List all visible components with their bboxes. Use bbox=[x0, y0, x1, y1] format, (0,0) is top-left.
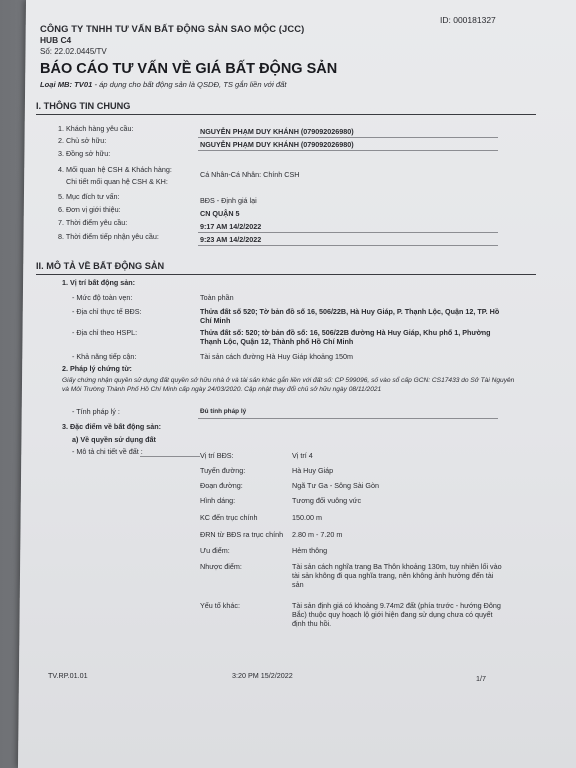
field-label: 4. Mối quan hệ CSH & Khách hàng: bbox=[58, 165, 172, 174]
detail-value: 2.80 m - 7.20 m bbox=[292, 530, 343, 539]
document-id: ID: 000181327 bbox=[440, 15, 496, 25]
field-value: CN QUẬN 5 bbox=[200, 209, 240, 218]
subsection-heading: 2. Pháp lý chứng từ: bbox=[62, 364, 132, 373]
detail-value: Ngã Tư Ga - Sông Sài Gòn bbox=[292, 481, 379, 490]
subsection-heading: 1. Vị trí bất động sản: bbox=[62, 278, 136, 287]
field-line bbox=[198, 409, 498, 419]
detail-value: Tài sản cách nghĩa trang Ba Thôn khoảng 130m, tuy nhiên lối vào tài sản không đi qua nghĩa trang, nên không ảnh hưởng đến tài sản bbox=[292, 562, 502, 589]
field-label: - Khả năng tiếp cận: bbox=[72, 352, 137, 361]
detail-label: Đoạn đường: bbox=[200, 481, 243, 490]
field-label: 5. Mục đích tư vấn: bbox=[58, 192, 120, 201]
footer-code: TV.RP.01.01 bbox=[48, 671, 88, 680]
field-label: - Mô tả chi tiết về đất : bbox=[72, 447, 143, 456]
field-value: Cá Nhân-Cá Nhân: Chính CSH bbox=[200, 170, 300, 179]
field-label: - Mức độ toàn vẹn: bbox=[72, 293, 133, 302]
subsection-heading: a) Về quyền sử dụng đất bbox=[72, 435, 156, 444]
detail-value: Hà Huy Giáp bbox=[292, 466, 334, 475]
field-label: 1. Khách hàng yêu cầu: bbox=[58, 124, 134, 133]
subsection-heading: 3. Đặc điểm về bất động sản: bbox=[62, 422, 162, 431]
legal-note: Giấy chứng nhận quyền sử dụng đất quyền sở hữu nhà ở và tài sản khác gắn liền với đất số: CP 599096, số vào sổ cấp GCN: CS17433 do Sở Tài Nguyên và Môi Trường Thành Phố Hồ Chí Minh cấp ngày 24/03/2020. Cập nhật thay đổi chủ sở hữu ngày 08/11/2021 bbox=[62, 377, 515, 393]
detail-label: Vị trí BĐS: bbox=[200, 451, 234, 460]
field-label: 7. Thời điểm yêu cầu: bbox=[58, 218, 128, 227]
field-line bbox=[198, 128, 498, 138]
detail-label: Hình dáng: bbox=[200, 496, 236, 505]
field-line bbox=[198, 223, 498, 233]
field-label: 8. Thời điểm tiếp nhận yêu cầu: bbox=[58, 232, 159, 241]
field-line bbox=[140, 447, 200, 457]
detail-label: KC đến trục chính bbox=[200, 513, 258, 522]
field-label: - Địa chỉ theo HSPL: bbox=[72, 328, 138, 337]
field-label: 6. Đơn vị giới thiệu: bbox=[58, 205, 121, 214]
detail-label: Yếu tố khác: bbox=[200, 601, 240, 610]
company-name: CÔNG TY TNHH TƯ VẤN BẤT ĐỘNG SẢN SAO MỘC (JCC) bbox=[40, 23, 305, 34]
detail-label: ĐRN từ BĐS ra trục chính bbox=[200, 530, 284, 539]
field-label: 3. Đồng sở hữu: bbox=[58, 149, 111, 158]
field-value: Thửa đất số 520; Tờ bản đồ số 16, 506/22B, Hà Huy Giáp, P. Thạnh Lộc, Quận 12, TP. Hồ Chí Minh bbox=[200, 307, 500, 325]
footer-printed-time: 3:20 PM 15/2/2022 bbox=[232, 671, 293, 680]
field-line bbox=[198, 236, 498, 246]
branch-code: HUB C4 bbox=[40, 35, 72, 45]
field-value: Tài sản cách đường Hà Huy Giáp khoảng 150m bbox=[200, 352, 353, 361]
field-value: NGUYỄN PHẠM DUY KHÁNH (079092026980) bbox=[200, 140, 354, 149]
field-value: Toàn phần bbox=[200, 293, 234, 302]
report-title: BÁO CÁO TƯ VẤN VỀ GIÁ BẤT ĐỘNG SẢN bbox=[40, 61, 338, 77]
section-2-rule bbox=[36, 274, 536, 275]
section-2-heading: II. MÔ TẢ VỀ BẤT ĐỘNG SẢN bbox=[36, 261, 165, 271]
field-value: NGUYỄN PHẠM DUY KHÁNH (079092026980) bbox=[200, 127, 354, 136]
page-number: 1/7 bbox=[476, 674, 486, 683]
section-1-heading: I. THÔNG TIN CHUNG bbox=[36, 101, 131, 111]
field-line bbox=[198, 141, 498, 151]
field-value: 9:23 AM 14/2/2022 bbox=[200, 235, 262, 244]
field-value: 9:17 AM 14/2/2022 bbox=[200, 222, 262, 231]
field-value: Đủ tính pháp lý bbox=[200, 408, 247, 415]
field-value: BĐS - Định giá lại bbox=[200, 196, 257, 205]
field-label: 2. Chủ sở hữu: bbox=[58, 136, 107, 145]
form-type: Loại MB: TV01 bbox=[40, 80, 93, 89]
detail-value: Hẻm thông bbox=[292, 546, 328, 555]
field-label: Chi tiết mối quan hệ CSH & KH: bbox=[66, 177, 168, 186]
field-label: - Tính pháp lý : bbox=[72, 407, 120, 416]
detail-label: Nhược điểm: bbox=[200, 562, 242, 571]
detail-value: 150.00 m bbox=[292, 513, 322, 522]
field-label: - Địa chỉ thực tế BĐS: bbox=[72, 307, 142, 316]
detail-value: Tương đối vuông vức bbox=[292, 496, 362, 505]
report-number: Số: 22.02.0445/TV bbox=[40, 47, 107, 56]
detail-value: Vị trí 4 bbox=[292, 451, 313, 460]
field-value: Thửa đất số: 520; tờ bản đồ số: 16, 506/22B đường Hà Huy Giáp, Khu phố 1, Phường Thạnh Lộc, Quận 12, Thành phố Hồ Chí Minh bbox=[200, 328, 491, 346]
section-1-rule bbox=[36, 114, 536, 115]
detail-value: Tài sản định giá có khoảng 9.74m2 đất (phía trước - hướng Đông Bắc) thuộc quy hoạch lộ giới hiện đang sử dụng chưa có quyết định thu hồi. bbox=[292, 601, 501, 628]
detail-label: Tuyến đường: bbox=[200, 466, 246, 475]
report-subtitle bbox=[40, 80, 286, 89]
form-scope: - áp dụng cho bất động sản là QSDĐ, TS gắn liền với đất bbox=[92, 80, 287, 89]
detail-label: Ưu điểm: bbox=[200, 546, 230, 555]
